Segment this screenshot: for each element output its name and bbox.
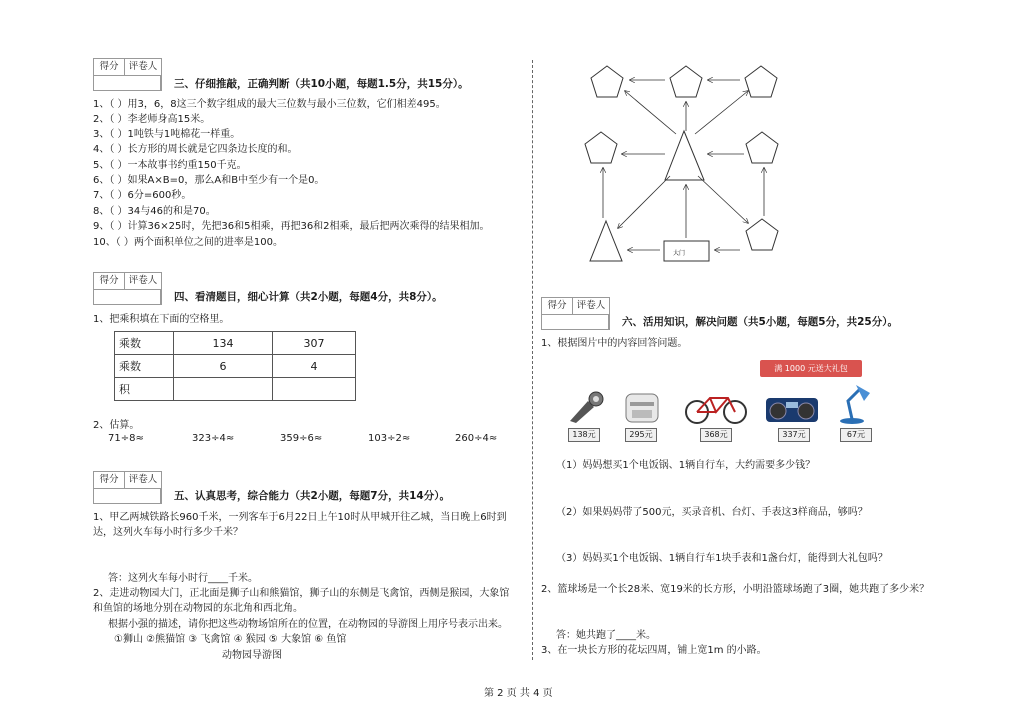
price-tag: 368元 xyxy=(700,428,732,442)
table-row xyxy=(115,378,356,401)
table-cell xyxy=(273,378,356,401)
zoo-map-diagram xyxy=(580,58,802,268)
section6-q3: 3、在一块长方形的花坛四周，铺上宽1m 的小路。 xyxy=(541,645,767,656)
animal-options: ①狮山 ②熊猫馆 ③ 飞禽馆 ④ 猴园 ⑤ 大象馆 ⑥ 鱼馆 xyxy=(114,634,347,645)
judge-item: 4、（ ）长方形的周长就是它四条边长度的和。 xyxy=(93,144,298,155)
pentagon-bottom-right xyxy=(746,219,778,250)
section5-q2-line3: 根据小强的描述，请你把这些动物场馆所在的位置，在动物园的导游图上用序号表示出来。 xyxy=(108,619,508,630)
score-blank xyxy=(541,314,610,330)
pentagon-top-right xyxy=(745,66,777,97)
lamp-icon xyxy=(836,381,876,425)
judge-item: 2、（ ）李老师身高15米。 xyxy=(93,114,211,125)
triangle-bottom-left xyxy=(590,221,622,261)
score-blank xyxy=(93,75,162,91)
section6-sub1: （1）妈妈想买1个电饭锅、1辆自行车，大约需要多少钱？ xyxy=(556,460,816,471)
price-tag: 67元 xyxy=(840,428,872,442)
grader-label: 评卷人 xyxy=(576,300,606,311)
score-label: 得分 xyxy=(94,59,125,75)
price-tag: 337元 xyxy=(778,428,810,442)
pentagon-mid-right xyxy=(746,132,778,163)
section6-title: 六、活用知识，解决问题（共5小题，每题5分，共25分）。 xyxy=(622,316,898,328)
answer-line: 答：她共跑了____米。 xyxy=(556,630,656,641)
estimate-item: 71÷8≈ xyxy=(108,433,144,444)
judge-item: 3、（ ）1吨铁与1吨棉花一样重。 xyxy=(93,129,241,140)
judge-item: 6、（ ）如果A×B=0，那么A和B中至少有一个是0。 xyxy=(93,175,325,186)
price-tag: 138元 xyxy=(568,428,600,442)
gate-label: 大门 xyxy=(673,250,686,257)
grader-label: 评卷人 xyxy=(128,61,158,72)
score-label: 得分 xyxy=(94,472,125,488)
page-footer: 第 2 页 共 4 页 xyxy=(484,688,553,699)
bicycle-icon xyxy=(684,390,748,426)
score-blank xyxy=(93,488,162,504)
judge-item: 8、（ ）34与46的和是70。 xyxy=(93,206,216,217)
table-cell: 307 xyxy=(273,332,356,355)
pentagon-top-mid xyxy=(670,66,702,97)
map-caption: 动物园导游图 xyxy=(222,650,282,661)
price-tag: 295元 xyxy=(625,428,657,442)
score-label: 得分 xyxy=(94,273,125,289)
judge-item: 1、（ ）用3，6，8这三个数字组成的最大三位数与最小三位数，它们相差495。 xyxy=(93,99,446,110)
score-box xyxy=(93,58,162,76)
triangle-center xyxy=(665,131,704,180)
table-cell: 积 xyxy=(115,378,174,401)
column-divider xyxy=(532,60,533,660)
table-cell xyxy=(174,378,273,401)
estimate-item: 260÷4≈ xyxy=(455,433,498,444)
gift-banner: 满 1000 元送大礼包 xyxy=(760,360,862,377)
estimate-item: 103÷2≈ xyxy=(368,433,411,444)
grader-label: 评卷人 xyxy=(128,474,158,485)
radio-icon xyxy=(764,392,820,424)
answer-line: 答：这列火车每小时行____千米。 xyxy=(108,573,258,584)
section5-title: 五、认真思考，综合能力（共2小题，每题7分，共14分）。 xyxy=(174,490,450,502)
score-box xyxy=(93,471,162,489)
rice-cooker-icon xyxy=(622,388,662,424)
judge-item: 5、（ ）一本故事书约重150千克。 xyxy=(93,160,247,171)
section4-q1: 1、把乘积填在下面的空格里。 xyxy=(93,314,230,325)
score-blank xyxy=(93,289,162,305)
estimate-item: 323÷4≈ xyxy=(192,433,235,444)
score-box xyxy=(93,272,162,290)
table-cell: 134 xyxy=(174,332,273,355)
section6-sub2: （2）如果妈妈带了500元，买录音机、台灯、手表这3样商品，够吗？ xyxy=(556,507,868,518)
section4-q2: 2、估算。 xyxy=(93,420,140,431)
product-table xyxy=(114,331,356,401)
section5-q1-line2: 达，这列火车每小时行多少千米？ xyxy=(93,527,243,538)
table-row xyxy=(115,332,356,355)
section5-q2-line1: 2、走进动物园大门，正北面是狮子山和熊猫馆，狮子山的东侧是飞禽馆，西侧是猴园，大象馆 xyxy=(93,588,510,599)
judge-item: 10、（ ）两个面积单位之间的进率是100。 xyxy=(93,237,283,248)
section6-q2: 2、篮球场是一个长28米、宽19米的长方形，小明沿篮球场跑了3圈，她共跑了多少米？ xyxy=(541,584,930,595)
table-row xyxy=(115,355,356,378)
pentagon-top-left xyxy=(591,66,623,97)
section3-title: 三、仔细推敲，正确判断（共10小题，每题1.5分，共15分）。 xyxy=(174,78,469,90)
watch-icon xyxy=(566,387,610,425)
score-label: 得分 xyxy=(542,298,573,314)
section5-q1-line1: 1、甲乙两城铁路长960千米，一列客车于6月22日上午10时从甲城开往乙城，当日晚上6时到 xyxy=(93,512,507,523)
table-cell: 乘数 xyxy=(115,355,174,378)
section6-q1: 1、根据图片中的内容回答问题。 xyxy=(541,338,688,349)
table-cell: 4 xyxy=(273,355,356,378)
judge-item: 9、（ ）计算36×25时，先把36和5相乘，再把36和2相乘，最后把两次乘得的结果相加。 xyxy=(93,221,490,232)
section6-sub3: （3）妈妈买1个电饭锅、1辆自行车1块手表和1盏台灯，能得到大礼包吗？ xyxy=(556,553,888,564)
grader-label: 评卷人 xyxy=(128,275,158,286)
table-cell: 6 xyxy=(174,355,273,378)
section4-title: 四、看清题目，细心计算（共2小题，每题4分，共8分）。 xyxy=(174,291,443,303)
section5-q2-line2: 和鱼馆的场地分别在动物园的东北角和西北角。 xyxy=(93,603,303,614)
estimate-item: 359÷6≈ xyxy=(280,433,323,444)
judge-item: 7、（ ）6分=600秒。 xyxy=(93,190,192,201)
gate-box xyxy=(664,241,709,261)
table-cell: 乘数 xyxy=(115,332,174,355)
pentagon-mid-left xyxy=(585,132,617,163)
score-box xyxy=(541,297,610,315)
